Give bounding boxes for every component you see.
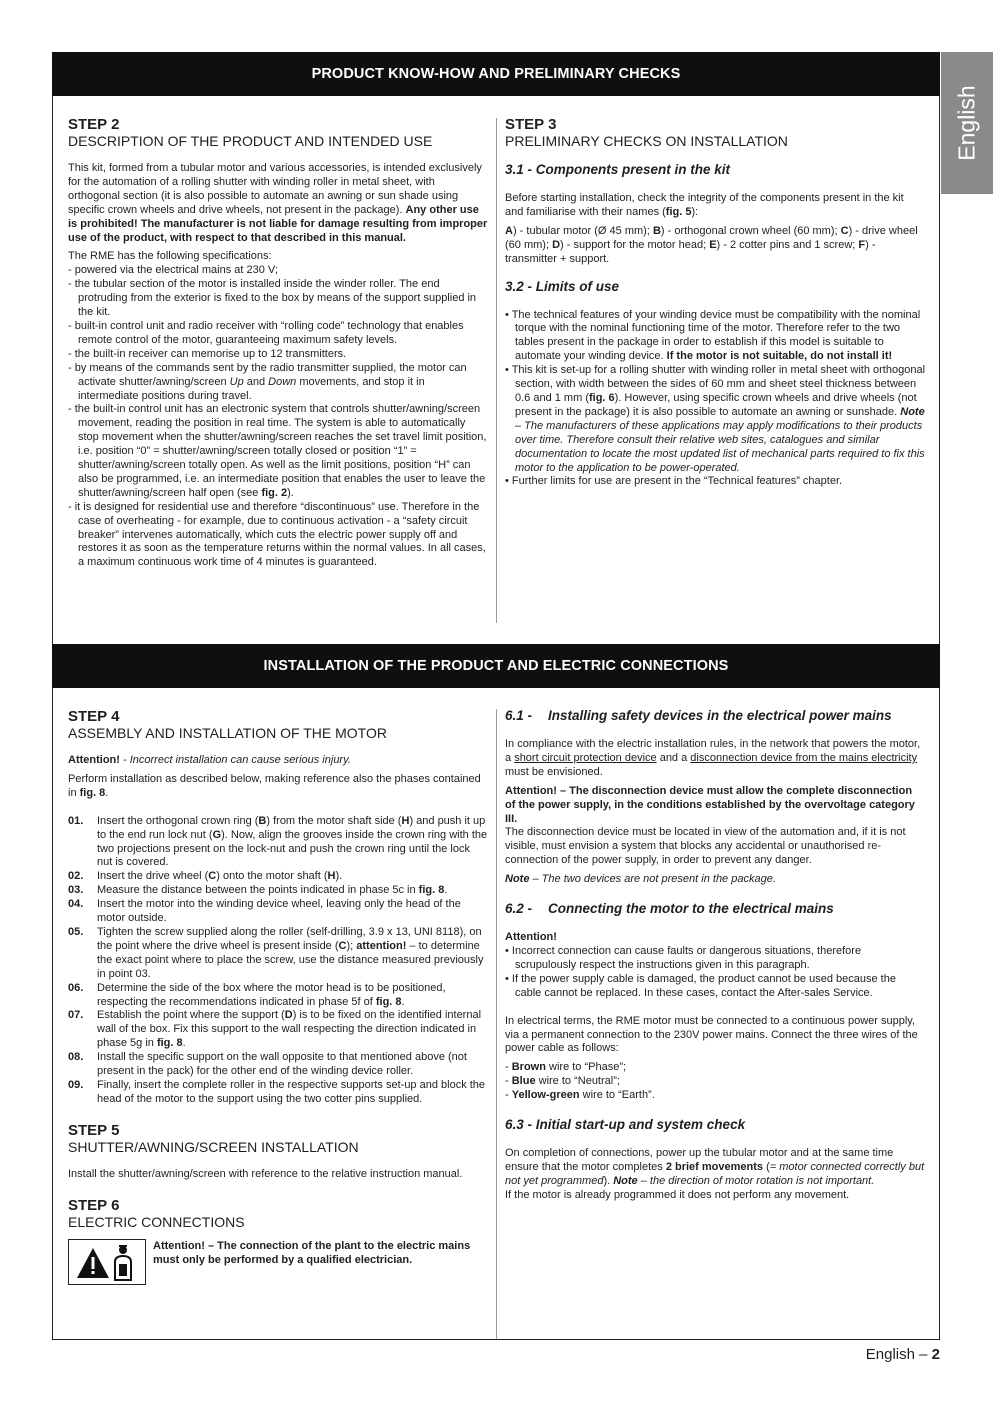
section-header-know-how: PRODUCT KNOW-HOW AND PRELIMINARY CHECKS xyxy=(52,52,940,96)
installation-step-text: Finally, insert the complete roller in the respective supports set-up and block the head of the motor to the support using the two cotter pins supplied. xyxy=(97,1078,486,1105)
installation-step-number: 02. xyxy=(68,870,84,883)
installation-step xyxy=(68,926,488,982)
s63-para: On completion of connections, power up the tubular motor and at the same time ensure that the motor completes 2 brief movements (= motor connected correctly but not yet programmed). Note – the direction of motor rotation is not important. xyxy=(505,1147,925,1187)
installation-step xyxy=(68,1079,488,1107)
s61-para: In compliance with the electric installation rules, in the network that powers the motor, a short circuit protection device and a disconnection device from the mains electricity must be envisioned. xyxy=(505,738,921,778)
installation-step-number: 04. xyxy=(68,898,84,911)
spec-item: - built-in control unit and radio receiver with “rolling code” technology that enables remote control of the motor, guaranteeing maximum safety levels. xyxy=(68,319,464,346)
electrician-warning xyxy=(68,1239,488,1285)
spec-item: - it is designed for residential use and therefore “discontinuous” use. Therefore in the case of overheating - for example, due to continuous activation - a “safety circuit breaker” intervenes automatically, which cuts the electric power supply off and restores it as soon as the temperature returns within the normal values. In all cases, a maximum continuous work time of 4 minutes is guaranteed. xyxy=(68,500,486,569)
s62-bullet: • Incorrect connection can cause faults or dangerous situations, therefore scrupulously respect the instructions given in this paragraph. xyxy=(505,944,862,971)
installation-step-text: Determine the side of the box where the motor head is to be positioned, respecting the recommendations indicated in phase 5f of fig. 8. xyxy=(97,981,446,1008)
heading-3-1: 3.1 - Components present in the kit xyxy=(505,162,731,177)
step2-number: STEP 2 xyxy=(68,116,120,133)
installation-steps xyxy=(68,815,488,1107)
installation-step xyxy=(68,1051,488,1079)
installation-step-text: Install the specific support on the wall opposite to that mentioned above (not present in the pack) for the other end of the winding device roller. xyxy=(97,1051,467,1078)
heading-6-3: 6.3 - Initial start-up and system check xyxy=(505,1117,746,1133)
spec-item: - by means of the commands sent by the radio transmitter supplied, the motor can activate shutter/awning/screen Up and Down movements, and stop it in intermediate positions during travel. xyxy=(68,361,467,402)
components-list: A) - tubular motor (Ø 45 mm); B) - orthogonal crown wheel (60 mm); C) - drive wheel (60 mm); D) - support for the motor head; E) - 2 cotter pins and 1 screw; F) - transmitter + support. xyxy=(505,224,918,265)
spec-item: - the built-in receiver can memorise up to 12 transmitters. xyxy=(68,347,347,360)
step4-column xyxy=(68,708,488,1285)
step3-number: STEP 3 xyxy=(505,116,557,133)
s61-attention: Attention! – The disconnection device must allow the complete disconnection of the power supply, in the conditions established by the overvoltage category III. xyxy=(505,784,915,825)
step4-number: STEP 4 xyxy=(68,708,120,725)
spec-item: - the built-in control unit has an electronic system that controls shutter/awning/screen movement, reading the position in real time. The system is able to automatically stop movement when the shutter/awning/screen reaches the set travel limit position, i.e. position “0” = shutter/awning/screen totally closed or position “1” = shutter/awning/screen totally open. As well as the limit positions, position “H” can also be programmed, i.e. an intermediate position that enables the user to leave the shutter/awning/screen half open (see fig. 2). xyxy=(68,403,487,499)
installation-step-number: 06. xyxy=(68,981,84,994)
installation-step-text: Insert the drive wheel (C) onto the motor shaft (H). xyxy=(97,870,343,883)
installation-step xyxy=(68,982,488,1010)
section-header-installation: INSTALLATION OF THE PRODUCT AND ELECTRIC CONNECTIONS xyxy=(52,644,940,688)
limit-bullet: • The technical features of your winding device must be compatibility with the nominal torque with the nominal functioning time of the motor. Therefore refer to the two tables present in the package in order to establish if this model is suitable to automate your winding device. If the motor is not suitable, do not install it! xyxy=(505,308,921,363)
installation-step-number: 05. xyxy=(68,925,84,938)
heading-3-2: 3.2 - Limits of use xyxy=(505,278,620,294)
step3-title: PRELIMINARY CHECKS ON INSTALLATION xyxy=(505,133,788,149)
wire-item: - Brown wire to “Phase”; xyxy=(505,1061,627,1074)
column-divider-bottom xyxy=(496,709,497,1339)
heading-6-1: 6.1 - Installing safety devices in the electrical power mains xyxy=(505,708,892,723)
installation-step xyxy=(68,884,488,898)
step3-column xyxy=(505,116,925,489)
step2-title: DESCRIPTION OF THE PRODUCT AND INTENDED USE xyxy=(68,133,433,149)
heading-6-2: 6.2 - Connecting the motor to the electrical mains xyxy=(505,901,834,917)
language-tab xyxy=(941,52,993,194)
installation-step-text: Insert the motor into the winding device wheel, leaving only the head of the motor outside. xyxy=(97,898,461,925)
installation-step-text: Measure the distance between the points indicated in phase 5c in fig. 8. xyxy=(97,884,448,897)
limit-bullet: • This kit is set-up for a rolling shutter with winding roller in metal sheet with orthogonal section, with width between the sides of 60 mm and sheet steel thickness between 0.6 and 1 mm (fig. 6). However, using specific crown wheels and drive wheels (not present in the package) it is also possible to automate an awning or sunshade. Note – The manufacturers of these applications may apply modifications to their products over time. Therefore consult their relative web sites, catalogues and similar documentation to locate the most updated list of mechanical parts required to fix this motor to the application to be power-operated. xyxy=(505,364,926,474)
step4-attention: Attention! - Incorrect installation can cause serious injury. xyxy=(68,754,351,766)
installation-step xyxy=(68,1009,488,1051)
installation-step xyxy=(68,898,488,926)
installation-step-text: Insert the orthogonal crown ring (B) from the motor shaft side (H) and push it up to the end run lock nut (G). Now, align the grooves inside the crown ring with the two projections present on the lock-nut and push the crown ring until the lock nut is covered. xyxy=(97,814,488,869)
electrical-column xyxy=(505,708,925,1203)
installation-step xyxy=(68,870,488,884)
spec-item: - the tubular section of the motor is installed inside the winder roller. The end protruding from the exterior is fixed to the box by means of the support supplied in the kit. xyxy=(68,278,477,319)
column-divider-top xyxy=(496,118,497,623)
s62-attention: Attention! xyxy=(505,931,557,944)
limit-bullet: • Further limits for use are present in the “Technical features” chapter. xyxy=(505,475,843,488)
s63-para2: If the motor is already programmed it does not perform any movement. xyxy=(505,1188,850,1201)
page-footer: English – 2 xyxy=(865,1346,940,1363)
installation-step-number: 07. xyxy=(68,1009,84,1022)
installation-step xyxy=(68,815,488,871)
step4-intro: Perform installation as described below, making reference also the phases contained in fig. 8. xyxy=(68,772,481,799)
wire-item: - Yellow-green wire to “Earth”. xyxy=(505,1089,655,1102)
installation-step-text: Establish the point where the support (D) is to be fixed on the identified internal wall of the box. Fix this support to the wall respecting the direction indicated in phase 5g in fig. 8. xyxy=(97,1009,482,1050)
s62-para: In electrical terms, the RME motor must be connected to a continuous power supply, via a permanent connection to the 230V power mains. Connect the three wires of the power cable as follows: xyxy=(505,1014,918,1055)
s62-bullet: • If the power supply cable is damaged, the product cannot be used because the cable cannot be replaced. In these cases, contact the After-sales Service. xyxy=(505,972,896,999)
spec-item: - powered via the electrical mains at 230 V; xyxy=(68,264,278,277)
installation-step-number: 09. xyxy=(68,1078,84,1091)
installation-step-text: Tighten the screw supplied along the roller (self-drilling, 3.9 x 13, UNI 8118), on the point where the drive wheel is present inside (C); attention! – to determine the exact point where to place the screw, use the distance measured previously in point 03. xyxy=(97,925,484,980)
step4-title: ASSEMBLY AND INSTALLATION OF THE MOTOR xyxy=(68,725,387,741)
warning-electrician-icon xyxy=(68,1239,146,1285)
installation-step-number: 08. xyxy=(68,1051,84,1064)
step2-column xyxy=(68,116,488,570)
installation-step-number: 03. xyxy=(68,884,84,897)
step5-title: SHUTTER/AWNING/SCREEN INSTALLATION xyxy=(68,1138,359,1155)
installation-step-number: 01. xyxy=(68,814,84,827)
step6-title: ELECTRIC CONNECTIONS xyxy=(68,1213,245,1230)
s61-para2: The disconnection device must be located in view of the automation and, if it is not visible, must envision a system that blocks any accidental or unauthorised re-connection of the power supply, in order to prevent any danger. xyxy=(505,826,906,867)
s61-note: Note – The two devices are not present in the package. xyxy=(505,873,776,886)
step5-text: Install the shutter/awning/screen with reference to the relative instruction manual. xyxy=(68,1167,463,1180)
wire-item: - Blue wire to “Neutral”; xyxy=(505,1075,620,1088)
electrician-warning-text: Attention! – The connection of the plant to the electric mains must only be performed by a qualified electrician. xyxy=(153,1239,471,1266)
step2-intro: This kit, formed from a tubular motor and various accessories, is intended exclusively for the automation of a rolling shutter with winding roller in metal sheet, with orthogonal section (it is also possible to automate an awning or sun shade using specific crown wheels and drive wheels, not present in the package). Any other use is prohibited! The manufacturer is not liable for damage resulting from improper use of the product, with respect to that described in this manual. xyxy=(68,162,488,244)
step6-number: STEP 6 xyxy=(68,1196,120,1214)
step2-specs-intro: The RME has the following specifications: xyxy=(68,250,272,263)
language-tab-label: English xyxy=(953,85,980,161)
components-intro: Before starting installation, check the integrity of the components present in the kit and familiarise with their names (fig. 5): xyxy=(505,192,904,218)
step5-number: STEP 5 xyxy=(68,1121,120,1139)
